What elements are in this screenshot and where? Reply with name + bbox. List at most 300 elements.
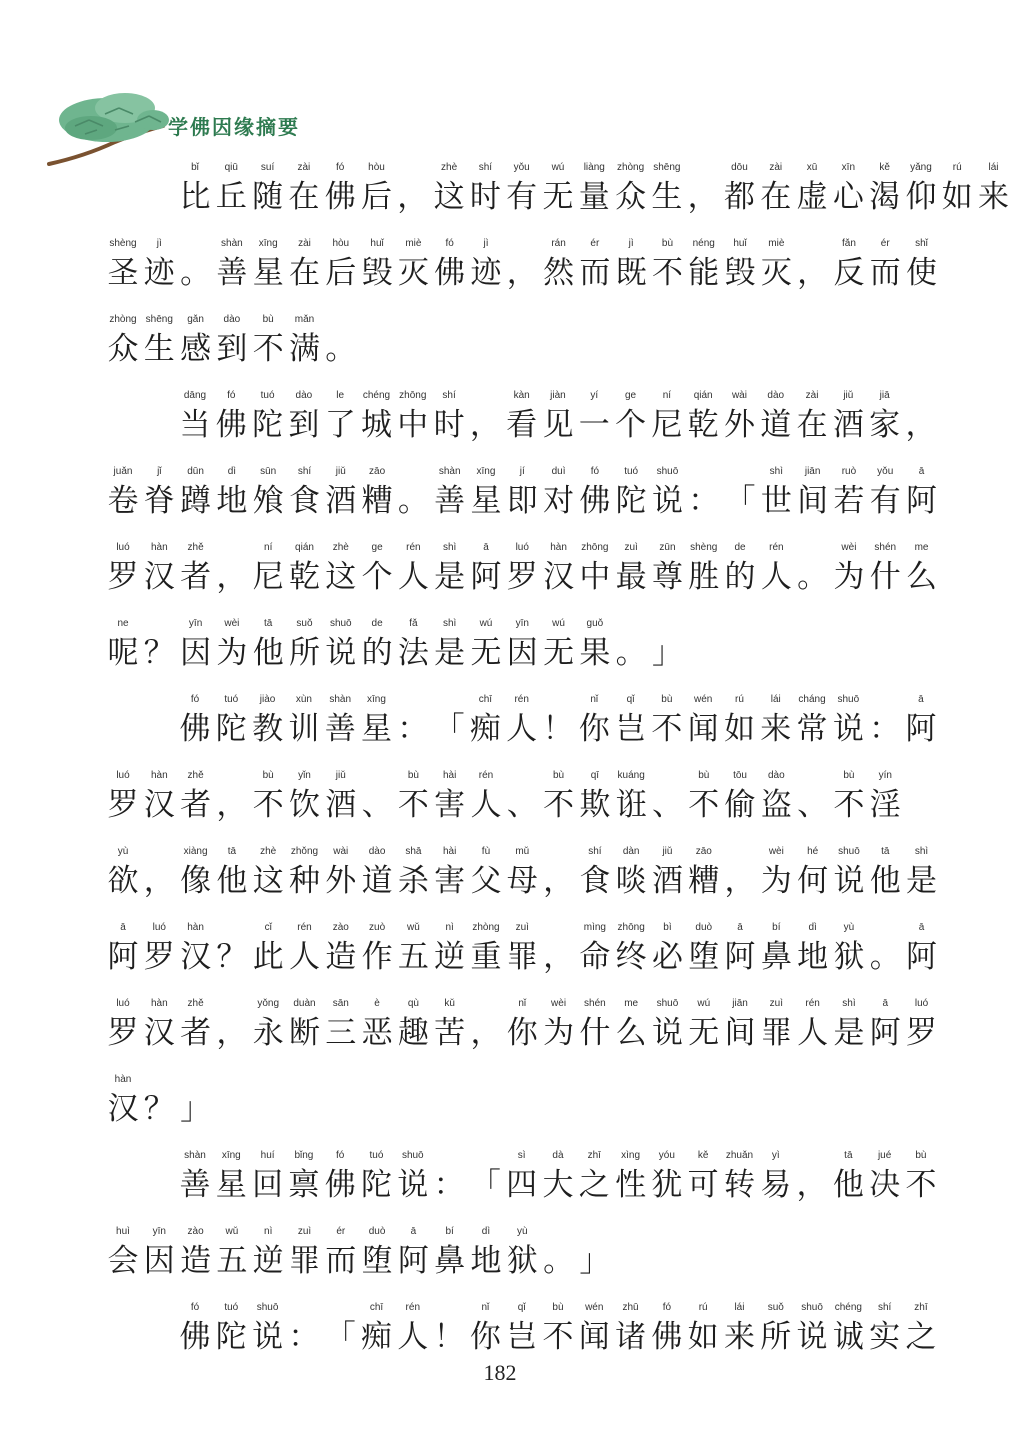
pinyin: jiā	[879, 390, 890, 401]
pinyin: wài	[333, 846, 349, 857]
hanzi: 人	[397, 1319, 429, 1355]
pinyin: hòu	[368, 162, 385, 173]
pinyin: guǒ	[586, 618, 604, 629]
hanzi: ？	[143, 635, 175, 671]
pinyin: hòu	[332, 238, 350, 249]
hanzi: 最	[615, 559, 647, 595]
pinyin: zuì	[297, 1226, 312, 1237]
hanzi: 「	[433, 711, 465, 747]
hanzi: 使	[906, 255, 938, 291]
hanzi: 中	[579, 559, 611, 595]
pinyin: zhī	[587, 1150, 601, 1161]
pinyin: luó	[515, 542, 529, 553]
hanzi: 佛	[579, 483, 611, 519]
hanzi: 淫	[869, 787, 901, 823]
text-line	[178, 1149, 940, 1205]
text-line	[106, 1073, 215, 1129]
pinyin: qī	[590, 770, 600, 781]
pinyin: tuó	[224, 1302, 239, 1313]
hanzi: 三	[325, 1015, 357, 1051]
pinyin: dì	[227, 466, 237, 477]
pinyin: ge	[625, 390, 637, 401]
pinyin: shǐ	[915, 238, 928, 249]
hanzi: 四	[506, 1167, 538, 1203]
hanzi: 在	[796, 407, 828, 443]
ruby-character	[106, 617, 140, 673]
pinyin: suí	[260, 162, 275, 173]
hanzi: 犹	[651, 1167, 683, 1203]
hanzi: 为	[543, 1015, 575, 1051]
hanzi: 尊	[651, 559, 683, 595]
hanzi: 食	[579, 863, 611, 899]
pinyin: yín	[878, 770, 892, 781]
hanzi: 时	[469, 179, 501, 215]
pinyin: duò	[368, 1226, 386, 1237]
hanzi: 造	[325, 939, 357, 975]
hanzi: 五	[216, 1243, 248, 1279]
hanzi: 是	[434, 635, 466, 671]
pinyin: fó	[190, 1302, 200, 1313]
pinyin: zào	[187, 1226, 204, 1237]
pinyin: fó	[590, 466, 600, 477]
hanzi: ！	[433, 1319, 465, 1355]
pinyin: luó	[116, 998, 130, 1009]
hanzi: 而	[869, 255, 901, 291]
hanzi: 食	[288, 483, 320, 519]
hanzi: 量	[578, 179, 610, 215]
pinyin: ā	[410, 1226, 417, 1237]
hanzi: 罪	[760, 1015, 792, 1051]
ruby-character	[359, 693, 393, 749]
pinyin: shí	[588, 846, 602, 857]
hanzi: ，	[397, 179, 429, 215]
hanzi: 他	[832, 1167, 864, 1203]
hanzi: 说	[651, 483, 683, 519]
hanzi: 看	[506, 407, 538, 443]
hanzi: 道	[361, 863, 393, 899]
hanzi: 随	[252, 179, 284, 215]
ruby-character	[650, 465, 684, 521]
ruby-character	[977, 161, 1011, 217]
hanzi: 酒	[651, 863, 683, 899]
hanzi: 陀	[215, 1319, 247, 1355]
hanzi: 」	[579, 1243, 611, 1279]
hanzi: 无	[688, 1015, 720, 1051]
pinyin: wú	[479, 618, 493, 629]
hanzi: ，	[797, 255, 829, 291]
hanzi: ，	[216, 1015, 248, 1051]
hanzi: 鼻	[434, 1243, 466, 1279]
pinyin: sān	[332, 998, 349, 1009]
text-line	[178, 161, 1013, 217]
pinyin: yù	[117, 846, 129, 857]
ruby-character	[505, 1225, 539, 1281]
ruby-character	[759, 1149, 793, 1205]
pinyin: jì	[156, 238, 162, 249]
ruby-character	[106, 845, 140, 901]
pinyin: fó	[227, 390, 236, 401]
hanzi: 酒	[832, 407, 864, 443]
ruby-character	[251, 1301, 285, 1357]
ruby-character	[650, 617, 684, 673]
pinyin: de	[734, 542, 746, 553]
hanzi: 有	[506, 179, 538, 215]
pinyin: dì	[481, 1226, 491, 1237]
hanzi: 虚	[796, 179, 828, 215]
hanzi: 转	[723, 1167, 755, 1203]
pinyin: xū	[806, 162, 818, 173]
hanzi: 训	[288, 711, 320, 747]
text-line	[106, 921, 941, 977]
hanzi: ：	[869, 711, 901, 747]
hanzi: 善	[324, 711, 356, 747]
ruby-character	[433, 997, 467, 1053]
pinyin: nì	[445, 922, 454, 933]
pinyin: fó	[336, 1150, 345, 1161]
pinyin: lái	[988, 162, 999, 173]
hanzi: 来	[760, 711, 792, 747]
pinyin: yǎng	[910, 162, 932, 173]
pinyin: yí	[590, 390, 599, 401]
hanzi: 者	[180, 559, 212, 595]
pinyin: shèng	[690, 542, 718, 553]
hanzi: 既	[615, 255, 647, 291]
pinyin: hàn	[550, 542, 567, 553]
hanzi: 实	[869, 1319, 901, 1355]
hanzi: 佛	[324, 1167, 356, 1203]
hanzi: 陀	[615, 483, 647, 519]
hanzi: 禀	[288, 1167, 320, 1203]
ruby-character	[904, 1149, 938, 1205]
pinyin: è	[374, 998, 380, 1009]
ruby-character	[578, 617, 612, 673]
pinyin: zhōng	[581, 542, 609, 553]
ruby-character	[179, 769, 213, 825]
ruby-character	[905, 921, 939, 977]
hanzi: ，	[470, 1015, 502, 1051]
hanzi: 如	[723, 711, 755, 747]
pinyin: jiào	[259, 694, 276, 705]
hanzi: 一	[578, 407, 610, 443]
pinyin: kǔ	[444, 998, 455, 1009]
hanzi: 人	[760, 559, 792, 595]
hanzi: 欺	[579, 787, 611, 823]
ruby-character	[905, 845, 939, 901]
ruby-character	[359, 161, 393, 217]
pinyin: zhuǎn	[725, 1150, 754, 1161]
pinyin: zhī	[914, 1302, 928, 1313]
pinyin: bù	[407, 770, 419, 781]
hanzi: 为	[833, 559, 865, 595]
hanzi: 什	[869, 559, 901, 595]
pinyin: hàn	[114, 1074, 132, 1085]
pinyin: dōu	[731, 162, 748, 173]
pinyin: de	[371, 618, 383, 629]
hanzi: 诸	[615, 1319, 647, 1355]
hanzi: 不	[651, 255, 683, 291]
hanzi: 无	[543, 635, 575, 671]
pinyin: zhòng	[616, 162, 645, 173]
pinyin: kě	[879, 162, 890, 173]
pinyin: rén	[297, 922, 312, 933]
hanzi: 这	[252, 863, 284, 899]
ruby-character	[904, 389, 938, 445]
hanzi: 卷	[107, 483, 139, 519]
pinyin: hài	[442, 846, 457, 857]
text-line	[106, 465, 941, 521]
pinyin: sì	[517, 1150, 526, 1161]
hanzi: 在	[288, 255, 320, 291]
ruby-character	[759, 237, 793, 293]
hanzi: 。	[180, 255, 212, 291]
hanzi: 像	[180, 863, 212, 899]
hanzi: 中	[397, 407, 429, 443]
pinyin: chéng	[834, 1302, 862, 1313]
hanzi: 乾	[288, 559, 320, 595]
hanzi: 陀	[360, 1167, 392, 1203]
hanzi: 堕	[688, 939, 720, 975]
pinyin: jì	[483, 238, 489, 249]
pinyin: zhōng	[617, 922, 645, 933]
pinyin: wú	[552, 618, 565, 629]
pinyin: sūn	[260, 466, 277, 477]
pinyin: fó	[190, 694, 200, 705]
hanzi: 可	[687, 1167, 719, 1203]
pinyin: bù	[661, 238, 674, 249]
hanzi: ？	[216, 939, 248, 975]
hanzi: 有	[869, 483, 901, 519]
hanzi: 渴	[869, 179, 901, 215]
hanzi: 饮	[288, 787, 320, 823]
hanzi: 不	[688, 787, 720, 823]
hanzi: 的	[361, 635, 393, 671]
pinyin: shén	[874, 542, 897, 553]
ruby-character	[396, 1149, 430, 1205]
pinyin: kě	[697, 1150, 709, 1161]
ruby-character	[142, 1073, 176, 1129]
pinyin: bù	[552, 1302, 564, 1313]
pinyin: rén	[514, 694, 529, 705]
pinyin: wǔ	[406, 922, 420, 933]
pinyin: wèi	[551, 998, 567, 1009]
hanzi: 对	[543, 483, 575, 519]
hanzi: 佛	[324, 179, 356, 215]
hanzi: 痴	[360, 1319, 392, 1355]
pinyin: zūn	[659, 542, 676, 553]
hanzi: 。	[397, 483, 429, 519]
pinyin: huǐ	[370, 238, 384, 249]
text-line	[178, 1301, 940, 1357]
hanzi: 如	[941, 179, 973, 215]
hanzi: 你	[578, 711, 610, 747]
pinyin: bǐng	[294, 1150, 314, 1161]
pinyin: duàn	[293, 998, 316, 1009]
hanzi: 是	[833, 1015, 865, 1051]
pinyin: jiān	[732, 998, 748, 1009]
ruby-character	[469, 237, 503, 293]
pinyin: zào	[332, 922, 349, 933]
hanzi: ：	[433, 1167, 465, 1203]
hanzi: 外	[723, 407, 755, 443]
hanzi: 在	[288, 179, 320, 215]
ruby-character	[831, 693, 865, 749]
pinyin: qiū	[224, 162, 238, 173]
ruby-character	[106, 1073, 140, 1129]
hanzi: 重	[470, 939, 502, 975]
text-line	[106, 617, 687, 673]
hanzi: 生	[651, 179, 683, 215]
hanzi: 不	[542, 1319, 574, 1355]
pinyin: zài	[297, 162, 311, 173]
hanzi: 众	[615, 179, 647, 215]
ruby-character	[142, 237, 176, 293]
hanzi: 说	[833, 863, 865, 899]
hanzi: 来	[723, 1319, 755, 1355]
pinyin: zhè	[441, 162, 458, 173]
text-line	[106, 237, 941, 293]
hanzi: 无	[470, 635, 502, 671]
ruby-character	[179, 921, 213, 977]
pinyin: dào	[295, 390, 313, 401]
pinyin: lái	[734, 1302, 745, 1313]
hanzi: 到	[216, 331, 248, 367]
ruby-character	[578, 1225, 612, 1281]
hanzi: 诳	[615, 787, 647, 823]
pinyin: wú	[551, 162, 565, 173]
hanzi: 的	[724, 559, 756, 595]
hanzi: 害	[434, 787, 466, 823]
hanzi: 阿	[397, 1243, 429, 1279]
text-line	[106, 313, 360, 369]
ruby-character	[904, 1301, 938, 1357]
pinyin: wèi	[841, 542, 857, 553]
pinyin: nǐ	[481, 1302, 490, 1313]
hanzi: 不	[833, 787, 865, 823]
pinyin: yǒu	[513, 162, 530, 173]
pinyin: néng	[692, 238, 715, 249]
hanzi: 永	[252, 1015, 284, 1051]
pinyin: fǎ	[409, 618, 418, 629]
pinyin: fó	[445, 238, 454, 249]
hanzi: 人	[288, 939, 320, 975]
hanzi: 众	[107, 331, 139, 367]
pinyin: shí	[442, 390, 456, 401]
hanzi: 终	[615, 939, 647, 975]
text-line	[106, 541, 941, 597]
hanzi: 糟	[361, 483, 393, 519]
hanzi: 佛	[179, 711, 211, 747]
hanzi: 毁	[724, 255, 756, 291]
ruby-character	[324, 769, 358, 825]
pinyin: wén	[585, 1302, 604, 1313]
hanzi: 都	[723, 179, 755, 215]
hanzi: 决	[869, 1167, 901, 1203]
hanzi: ，	[143, 863, 175, 899]
hanzi: ，	[724, 863, 756, 899]
pinyin: nǐ	[518, 998, 527, 1009]
hanzi: 仰	[905, 179, 937, 215]
ruby-character	[868, 769, 902, 825]
ruby-character	[179, 997, 213, 1053]
hanzi: 了	[324, 407, 356, 443]
ruby-character	[396, 1301, 430, 1357]
pinyin: shàn	[221, 238, 243, 249]
pinyin: kuáng	[617, 770, 645, 781]
hanzi: 法	[397, 635, 429, 671]
hanzi: 酒	[325, 483, 357, 519]
hanzi: 星	[215, 1167, 247, 1203]
pinyin: shuō	[656, 466, 679, 477]
hanzi: 趣	[397, 1015, 429, 1051]
hanzi: 尼	[651, 407, 683, 443]
ruby-character	[396, 693, 430, 749]
hanzi: 阿	[906, 939, 938, 975]
pinyin: zài	[769, 162, 783, 173]
pinyin: bí	[772, 922, 781, 933]
pinyin: shuō	[656, 998, 679, 1009]
pinyin: bì	[663, 922, 672, 933]
ruby-character	[287, 313, 321, 369]
hanzi: 性	[615, 1167, 647, 1203]
hanzi: 。	[325, 331, 357, 367]
pinyin: jí	[519, 466, 525, 477]
hanzi: 必	[651, 939, 683, 975]
pinyin: lái	[770, 694, 781, 705]
pinyin: yǐn	[298, 770, 311, 781]
pinyin: shuō	[256, 1302, 279, 1313]
hanzi: 佛	[651, 1319, 683, 1355]
hanzi: 阿	[906, 483, 938, 519]
hanzi: 心	[832, 179, 864, 215]
pinyin: hé	[807, 846, 819, 857]
hanzi: 糟	[688, 863, 720, 899]
hanzi: 汉	[543, 559, 575, 595]
pinyin: gǎn	[187, 314, 204, 325]
hanzi: 诚	[832, 1319, 864, 1355]
pinyin: nǐ	[590, 694, 599, 705]
text-line	[106, 769, 905, 825]
hanzi: ？	[143, 1091, 175, 1127]
hanzi: 鼻	[760, 939, 792, 975]
pinyin: tuó	[369, 1150, 384, 1161]
pinyin: yīn	[515, 618, 529, 629]
pinyin: wài	[731, 390, 747, 401]
hanzi: 阿	[869, 1015, 901, 1051]
hanzi: 何	[797, 863, 829, 899]
text-line	[106, 845, 941, 901]
hanzi: 、	[797, 787, 829, 823]
hanzi: 陀	[252, 407, 284, 443]
ruby-character	[179, 1073, 213, 1129]
pinyin: dàn	[622, 846, 640, 857]
pinyin: hàn	[150, 542, 168, 553]
pinyin: zāo	[369, 466, 386, 477]
pinyin: fó	[336, 162, 345, 173]
hanzi: 阿	[905, 711, 937, 747]
text-line	[106, 997, 941, 1053]
hanzi: ：	[288, 1319, 320, 1355]
hanzi: 比	[179, 179, 211, 215]
hanzi: 飧	[252, 483, 284, 519]
hanzi: 之	[905, 1319, 937, 1355]
hanzi: 说	[651, 1015, 683, 1051]
pinyin: wén	[693, 694, 713, 705]
pinyin: wèi	[768, 846, 784, 857]
pinyin: bǐ	[191, 162, 199, 173]
hanzi: 毁	[361, 255, 393, 291]
hanzi: 逆	[434, 939, 466, 975]
hanzi: 灭	[760, 255, 792, 291]
